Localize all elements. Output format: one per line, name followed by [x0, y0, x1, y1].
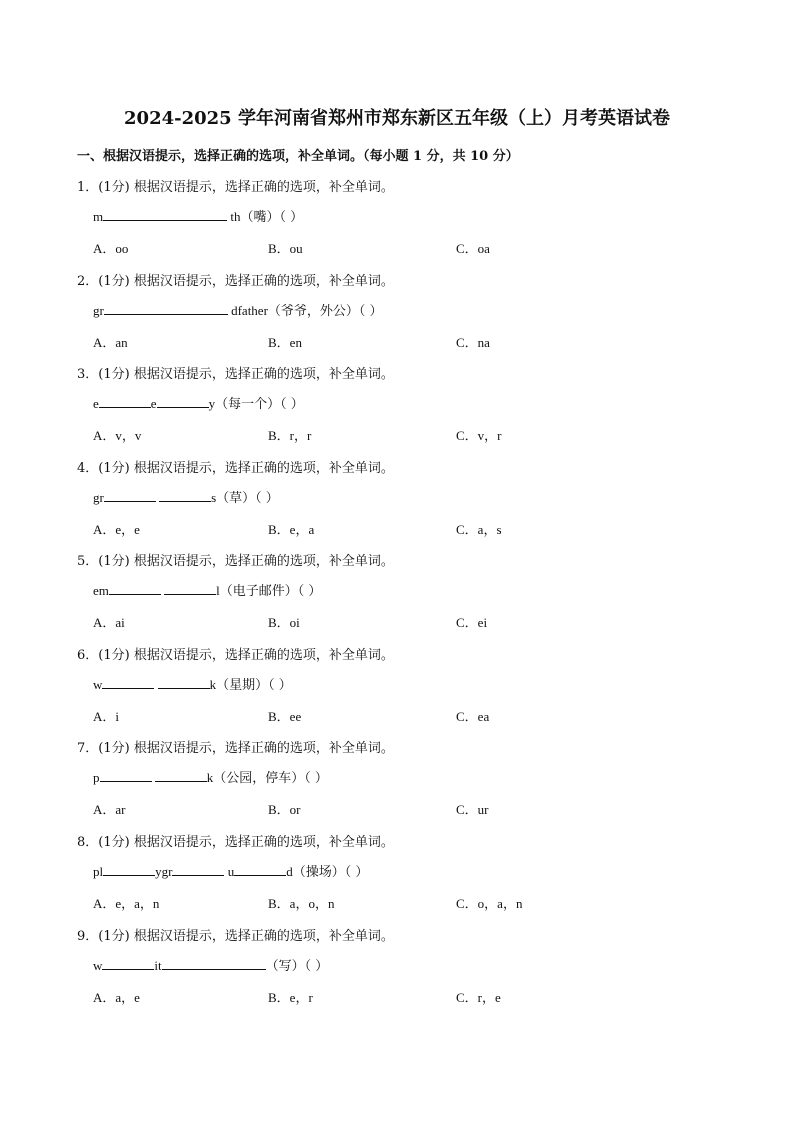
word-fragment: e [150, 396, 157, 411]
word-fragment: gr [93, 303, 104, 318]
question-6 [77, 644, 757, 736]
fill-blank[interactable] [103, 864, 155, 876]
question-stem: 1．(1分) 根据汉语提示，选择正确的选项，补全单词。 [77, 180, 394, 195]
chinese-hint: （操场）（ ） [292, 865, 369, 880]
option-b[interactable]: B．or [268, 802, 301, 817]
word-fragment: w [93, 958, 103, 973]
fill-blank[interactable] [157, 396, 209, 408]
option-c[interactable]: C．r，e [456, 990, 501, 1005]
option-a[interactable]: A．e，a，n [93, 896, 160, 911]
option-b[interactable]: B．e，r [268, 990, 313, 1005]
word-fragment: k [206, 770, 214, 785]
option-a[interactable]: A．an [93, 335, 128, 350]
chinese-hint: （每一个）（ ） [215, 397, 304, 412]
word-blank-line [93, 955, 328, 974]
word-fragment: dfather [227, 303, 268, 318]
word-fragment: y [208, 396, 216, 411]
word-blank-line [93, 487, 279, 506]
fill-blank[interactable] [102, 958, 154, 970]
word-fragment: gr [93, 490, 104, 505]
fill-blank[interactable] [159, 490, 211, 502]
word-fragment: l [216, 583, 220, 598]
word-fragment: e [93, 396, 99, 411]
fill-blank[interactable] [104, 490, 156, 502]
option-b[interactable]: B．r，r [268, 428, 312, 443]
option-a[interactable]: A．e，e [93, 522, 140, 537]
option-c[interactable]: C．v，r [456, 428, 502, 443]
question-stem: 7．(1分) 根据汉语提示，选择正确的选项，补全单词。 [77, 741, 394, 756]
chinese-hint: （公园，停车）（ ） [213, 771, 328, 786]
option-c[interactable]: C．o，a，n [456, 896, 523, 911]
option-c[interactable]: C．ei [456, 615, 488, 630]
word-blank-line [93, 206, 303, 225]
question-stem: 5．(1分) 根据汉语提示，选择正确的选项，补全单词。 [77, 554, 394, 569]
question-4 [77, 457, 757, 549]
chinese-hint: （电子邮件）（ ） [219, 584, 322, 599]
question-stem: 6．(1分) 根据汉语提示，选择正确的选项，补全单词。 [77, 648, 394, 663]
chinese-hint: （写）（ ） [265, 959, 329, 974]
option-c[interactable]: C．ea [456, 709, 490, 724]
chinese-hint: （草）（ ） [216, 491, 279, 506]
word-fragment: em [93, 583, 109, 598]
word-fragment: u [224, 864, 235, 879]
fill-blank[interactable] [102, 677, 154, 689]
option-b[interactable]: B．e，a [268, 522, 315, 537]
option-a[interactable]: A．ai [93, 615, 125, 630]
question-stem: 9．(1分) 根据汉语提示，选择正确的选项，补全单词。 [77, 929, 394, 944]
option-c[interactable]: C．na [456, 335, 490, 350]
question-stem: 3．(1分) 根据汉语提示，选择正确的选项，补全单词。 [77, 367, 394, 382]
fill-blank[interactable] [158, 677, 210, 689]
question-stem: 4．(1分) 根据汉语提示，选择正确的选项，补全单词。 [77, 461, 394, 476]
word-fragment: s [211, 490, 217, 505]
option-c[interactable]: C．oa [456, 241, 490, 256]
option-b[interactable]: B．a，o，n [268, 896, 335, 911]
option-a[interactable]: A．i [93, 709, 120, 724]
option-b[interactable]: B．ee [268, 709, 302, 724]
option-c[interactable]: C．ur [456, 802, 489, 817]
word-blank-line [93, 393, 304, 412]
word-blank-line [93, 300, 383, 319]
fill-blank[interactable] [162, 958, 214, 970]
option-a[interactable]: A．ar [93, 802, 126, 817]
fill-blank[interactable] [104, 303, 228, 315]
question-7 [77, 737, 757, 829]
chinese-hint: （星期）（ ） [216, 678, 292, 693]
fill-blank[interactable] [99, 396, 151, 408]
fill-blank[interactable] [103, 209, 227, 221]
word-fragment: d [286, 864, 293, 879]
option-b[interactable]: B．ou [268, 241, 303, 256]
word-fragment: p [93, 770, 100, 785]
question-8 [77, 831, 757, 923]
exam-title: 2024-2025 学年河南省郑州市郑东新区五年级（上）月考英语试卷 [124, 108, 670, 129]
option-a[interactable]: A．v，v [93, 428, 142, 443]
fill-blank[interactable] [214, 958, 266, 970]
fill-blank[interactable] [109, 583, 161, 595]
question-9 [77, 925, 757, 1017]
fill-blank[interactable] [234, 864, 286, 876]
chinese-hint: （爷爷，外公）（ ） [267, 304, 383, 319]
option-a[interactable]: A．oo [93, 241, 129, 256]
word-blank-line [93, 580, 321, 599]
fill-blank[interactable] [164, 583, 216, 595]
option-b[interactable]: B．oi [268, 615, 300, 630]
question-2 [77, 270, 757, 362]
question-stem: 2．(1分) 根据汉语提示，选择正确的选项，补全单词。 [77, 274, 394, 289]
word-fragment: pl [93, 864, 104, 879]
word-fragment: w [93, 677, 103, 692]
word-fragment: m [93, 209, 104, 224]
word-fragment: th [227, 209, 241, 224]
option-c[interactable]: C．a，s [456, 522, 502, 537]
chinese-hint: （嘴）（ ） [240, 210, 304, 225]
word-blank-line [93, 861, 368, 880]
question-1 [77, 176, 757, 268]
question-stem: 8．(1分) 根据汉语提示，选择正确的选项，补全单词。 [77, 835, 394, 850]
word-fragment: k [209, 677, 217, 692]
fill-blank[interactable] [100, 770, 152, 782]
option-b[interactable]: B．en [268, 335, 302, 350]
option-a[interactable]: A．a，e [93, 990, 140, 1005]
section-heading: 一、根据汉语提示，选择正确的选项，补全单词。（每小题 1 分，共 10 分） [77, 149, 519, 164]
word-fragment: ygr [155, 864, 173, 879]
question-3 [77, 363, 757, 455]
question-5 [77, 550, 757, 642]
word-blank-line [93, 767, 328, 786]
word-blank-line [93, 674, 292, 693]
word-fragment: it [154, 958, 162, 973]
fill-blank[interactable] [172, 864, 224, 876]
fill-blank[interactable] [155, 770, 207, 782]
